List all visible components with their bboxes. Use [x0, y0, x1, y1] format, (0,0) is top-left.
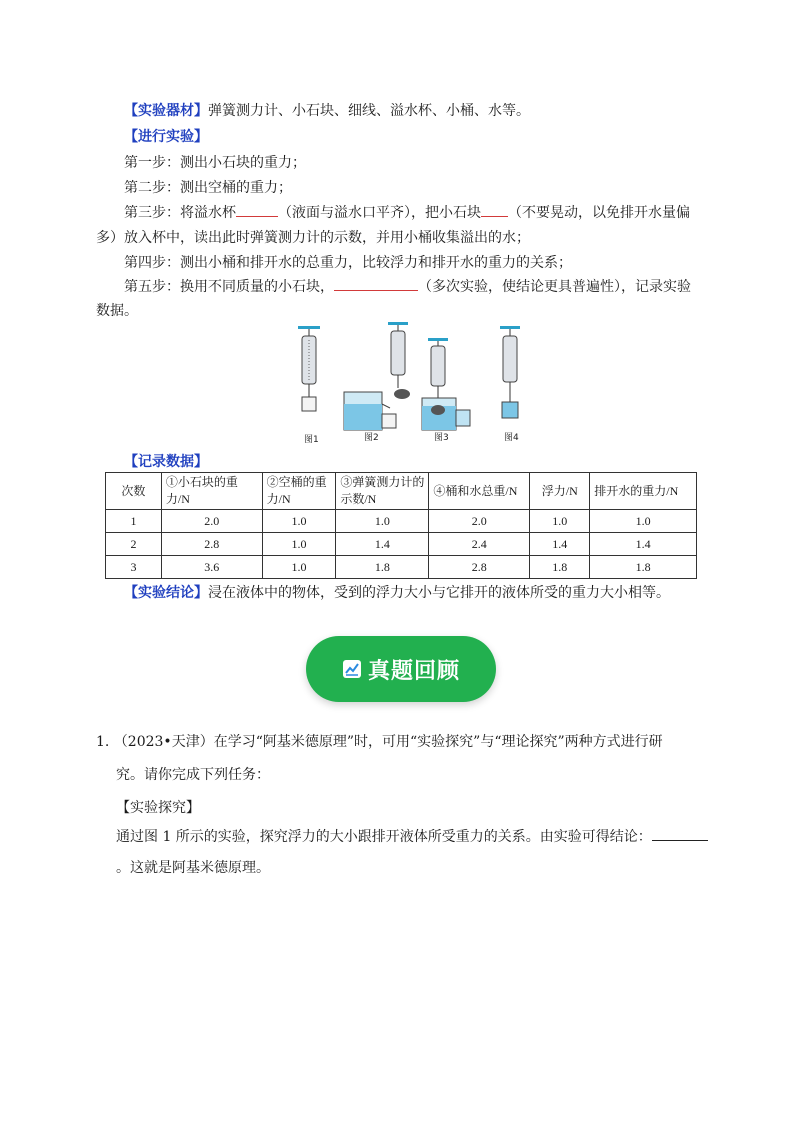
table-cell: 2.0 [429, 510, 530, 533]
step-2: 第二步：测出空桶的重力； [124, 180, 292, 196]
step-3 [124, 202, 690, 222]
table-header-row [106, 473, 697, 510]
badge-title: 真题回顾 [367, 658, 460, 684]
table-cell: 1.0 [336, 510, 429, 533]
table-cell: 1.8 [530, 556, 590, 579]
conclusion-tag: 【实验结论】 [124, 585, 208, 601]
header-cell: ④桶和水总重/N [429, 473, 530, 510]
header-cell: ②空桶的重力/N [262, 473, 336, 510]
table-cell: 1.4 [530, 533, 590, 556]
header-cell: ①小石块的重力/N [161, 473, 262, 510]
figure-4 [500, 326, 520, 418]
step-3-part-a: 第三步：将溢水杯 [124, 205, 236, 221]
table-cell: 2.0 [161, 510, 262, 533]
answer-blank [652, 826, 708, 841]
table-cell: 2.8 [161, 533, 262, 556]
procedure-tag: 【进行实验】 [124, 129, 208, 145]
table-cell: 1.4 [336, 533, 429, 556]
question-line-3 [116, 826, 708, 846]
figure-3 [422, 338, 470, 430]
question-line-4: 。这就是阿基米德原理。 [116, 860, 270, 876]
step-1: 第一步：测出小石块的重力； [124, 155, 306, 171]
step-5 [124, 276, 691, 296]
materials-tag: 【实验器材】 [124, 103, 208, 119]
step-3-part-c: （不要晃动，以免排开水量偏 [508, 205, 690, 221]
table-cell: 1.8 [590, 556, 697, 579]
table-cell: 2.8 [429, 556, 530, 579]
question-section: 【实验探究】 [116, 800, 200, 816]
fill-blank [236, 202, 278, 217]
fill-blank [481, 202, 508, 217]
table-cell: 2 [106, 533, 162, 556]
materials-text: 弹簧测力计、小石块、细线、溢水杯、小桶、水等。 [208, 103, 530, 119]
table-cell: 1 [106, 510, 162, 533]
table-row [106, 556, 697, 579]
question-line-1: 1. （2023•天津）在学习“阿基米德原理”时，可用“实验探究”与“理论探究”两种方式进行研 [96, 734, 663, 750]
step-5-part-a: 第五步：换用不同质量的小石块， [124, 279, 334, 295]
table-cell: 2.4 [429, 533, 530, 556]
table-cell: 1.0 [262, 510, 336, 533]
table-cell: 1.4 [590, 533, 697, 556]
table-cell: 1.8 [336, 556, 429, 579]
record-tag: 【记录数据】 [124, 454, 208, 470]
materials-line [124, 100, 530, 120]
experiment-figure [290, 322, 530, 448]
figure-2 [344, 322, 410, 430]
table-row [106, 533, 697, 556]
chart-trend-icon [342, 659, 362, 679]
figure-label: 图3 [434, 433, 449, 443]
table-cell: 3.6 [161, 556, 262, 579]
table-cell: 1.0 [590, 510, 697, 533]
header-cell: 浮力/N [530, 473, 590, 510]
conclusion-text: 浸在液体中的物体，受到的浮力大小与它排开的液体所受的重力大小相等。 [208, 585, 670, 601]
header-cell: 排开水的重力/N [590, 473, 697, 510]
figure-label: 图4 [504, 433, 519, 443]
table-cell: 1.0 [530, 510, 590, 533]
question-line-3-text: 通过图 1 所示的实验，探究浮力的大小跟排开液体所受重力的关系。由实验可得结论： [116, 829, 652, 845]
data-table [105, 472, 697, 579]
table-row [106, 510, 697, 533]
step-3-part-b: （液面与溢水口平齐），把小石块 [278, 205, 481, 221]
table-cell: 3 [106, 556, 162, 579]
step-3-cont: 多）放入杯中，读出此时弹簧测力计的示数，并用小桶收集溢出的水； [96, 230, 530, 246]
table-cell: 1.0 [262, 556, 336, 579]
header-cell: 次数 [106, 473, 162, 510]
table-cell: 1.0 [262, 533, 336, 556]
step-5-part-b: （多次实验，使结论更具普遍性），记录实验 [418, 279, 691, 295]
step-5-cont: 数据。 [96, 303, 138, 319]
conclusion-line [124, 582, 670, 602]
fill-blank [334, 276, 418, 291]
figure-label: 图1 [304, 435, 319, 445]
figure-1 [298, 326, 320, 411]
question-line-2: 究。请你完成下列任务： [116, 767, 270, 783]
figure-label: 图2 [364, 433, 379, 443]
step-4: 第四步：测出小桶和排开水的总重力，比较浮力和排开水的重力的关系； [124, 255, 572, 271]
header-cell: ③弹簧测力计的示数/N [336, 473, 429, 510]
section-badge [306, 636, 496, 702]
